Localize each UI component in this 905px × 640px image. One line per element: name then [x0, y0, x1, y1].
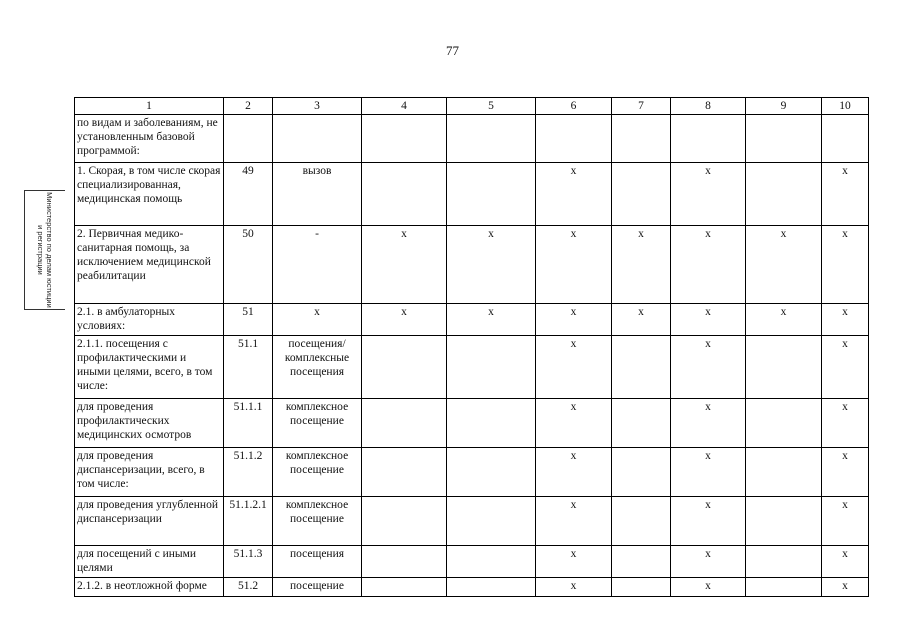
table-cell — [746, 115, 822, 163]
header-cell: 5 — [447, 98, 536, 115]
table-cell: 51.2 — [224, 578, 273, 597]
table-cell — [746, 497, 822, 546]
row-description: для посещений с иными целями — [75, 546, 224, 578]
table-cell: х — [447, 304, 536, 336]
table-cell: х — [822, 399, 869, 448]
table-cell: 51.1.3 — [224, 546, 273, 578]
table-cell — [746, 163, 822, 226]
registration-stamp — [24, 190, 65, 310]
table-cell — [362, 336, 447, 399]
table-cell: х — [822, 497, 869, 546]
table-cell: х — [671, 578, 746, 597]
table-cell: х — [536, 497, 612, 546]
table-cell — [822, 115, 869, 163]
table-row — [75, 546, 869, 578]
table-row — [75, 448, 869, 497]
table-cell: х — [362, 226, 447, 304]
stamp-text: Министерство по делам юстиции и регистрации — [36, 192, 54, 308]
table-cell: х — [536, 546, 612, 578]
table-cell — [612, 578, 671, 597]
row-description: для проведения профилактических медицинских осмотров — [75, 399, 224, 448]
table-cell — [612, 448, 671, 497]
header-cell: 6 — [536, 98, 612, 115]
table-cell: 50 — [224, 226, 273, 304]
table-cell: х — [536, 336, 612, 399]
data-table — [74, 97, 869, 597]
table-cell — [612, 399, 671, 448]
table-cell: посещения/ комплексные посещения — [273, 336, 362, 399]
table-cell: х — [362, 304, 447, 336]
table-cell — [447, 399, 536, 448]
header-cell: 2 — [224, 98, 273, 115]
table-cell: х — [536, 448, 612, 497]
table-cell: х — [671, 163, 746, 226]
table-cell: 51.1.1 — [224, 399, 273, 448]
table-cell: х — [671, 336, 746, 399]
table-cell: посещение — [273, 578, 362, 597]
table-cell — [746, 546, 822, 578]
table-cell: х — [612, 226, 671, 304]
table-cell — [746, 399, 822, 448]
table-cell: х — [822, 226, 869, 304]
table-cell: - — [273, 226, 362, 304]
row-description: 2. Первичная медико-санитарная помощь, за исключением медицинской реабилитации — [75, 226, 224, 304]
table-cell: х — [822, 163, 869, 226]
table-cell: х — [671, 226, 746, 304]
table-cell: х — [822, 546, 869, 578]
table-cell — [612, 336, 671, 399]
table-cell: х — [536, 399, 612, 448]
table-cell — [362, 546, 447, 578]
header-cell: 4 — [362, 98, 447, 115]
table-cell: х — [671, 497, 746, 546]
table-row — [75, 304, 869, 336]
table-cell: вызов — [273, 163, 362, 226]
table-cell: х — [612, 304, 671, 336]
table-cell: х — [536, 226, 612, 304]
table-cell — [447, 546, 536, 578]
table-header-row — [75, 98, 869, 115]
table-cell — [224, 115, 273, 163]
table-cell — [447, 497, 536, 546]
table-cell: комплексное посещение — [273, 448, 362, 497]
table-cell — [536, 115, 612, 163]
row-description: 2.1.1. посещения с профилактическими и иными целями, всего, в том числе: — [75, 336, 224, 399]
table-cell — [746, 448, 822, 497]
table-row — [75, 399, 869, 448]
table-cell — [447, 336, 536, 399]
row-description: для проведения углубленной диспансеризации — [75, 497, 224, 546]
table-row — [75, 226, 869, 304]
table-cell — [612, 115, 671, 163]
table-cell — [362, 399, 447, 448]
table-cell — [362, 115, 447, 163]
header-cell: 1 — [75, 98, 224, 115]
row-description: 1. Скорая, в том числе скорая специализированная, медицинская помощь — [75, 163, 224, 226]
table-row — [75, 163, 869, 226]
row-description: 2.1.2. в неотложной форме — [75, 578, 224, 597]
table-cell — [273, 115, 362, 163]
table-cell: х — [822, 578, 869, 597]
table-cell: х — [536, 304, 612, 336]
table-cell: х — [822, 448, 869, 497]
table-cell: посещения — [273, 546, 362, 578]
table-cell: комплексное посещение — [273, 399, 362, 448]
page-number: 77 — [446, 43, 459, 58]
table-row — [75, 336, 869, 399]
table-cell — [447, 578, 536, 597]
table-cell — [447, 448, 536, 497]
header-cell: 3 — [273, 98, 362, 115]
table-cell: х — [536, 578, 612, 597]
row-description: 2.1. в амбулаторных условиях: — [75, 304, 224, 336]
header-cell: 9 — [746, 98, 822, 115]
table-cell: х — [536, 163, 612, 226]
header-cell: 10 — [822, 98, 869, 115]
table-cell: 51.1.2.1 — [224, 497, 273, 546]
table-cell: х — [273, 304, 362, 336]
table-cell — [362, 497, 447, 546]
table-cell: комплексное посещение — [273, 497, 362, 546]
table-cell — [447, 115, 536, 163]
table-cell: х — [671, 399, 746, 448]
table-cell: х — [822, 336, 869, 399]
table-cell: х — [822, 304, 869, 336]
table-cell: 51.1 — [224, 336, 273, 399]
table-row — [75, 115, 869, 163]
table-cell — [746, 578, 822, 597]
table-cell: 51.1.2 — [224, 448, 273, 497]
table-cell: 49 — [224, 163, 273, 226]
table-cell — [447, 163, 536, 226]
row-description: по видам и заболеваниям, не установленным базовой программой: — [75, 115, 224, 163]
header-cell: 8 — [671, 98, 746, 115]
table-cell — [362, 163, 447, 226]
table-cell: х — [746, 226, 822, 304]
row-description: для проведения диспансеризации, всего, в том числе: — [75, 448, 224, 497]
table-cell — [612, 163, 671, 226]
table-row — [75, 578, 869, 597]
table-body — [75, 98, 869, 597]
table-cell: х — [671, 546, 746, 578]
header-cell: 7 — [612, 98, 671, 115]
table-cell: х — [746, 304, 822, 336]
table-cell — [612, 497, 671, 546]
table-cell — [612, 546, 671, 578]
table-cell: х — [671, 448, 746, 497]
table-cell — [746, 336, 822, 399]
table-cell: х — [671, 304, 746, 336]
table-row — [75, 497, 869, 546]
table-cell — [671, 115, 746, 163]
table-cell: х — [447, 226, 536, 304]
table-cell: 51 — [224, 304, 273, 336]
table-cell — [362, 448, 447, 497]
table-cell — [362, 578, 447, 597]
